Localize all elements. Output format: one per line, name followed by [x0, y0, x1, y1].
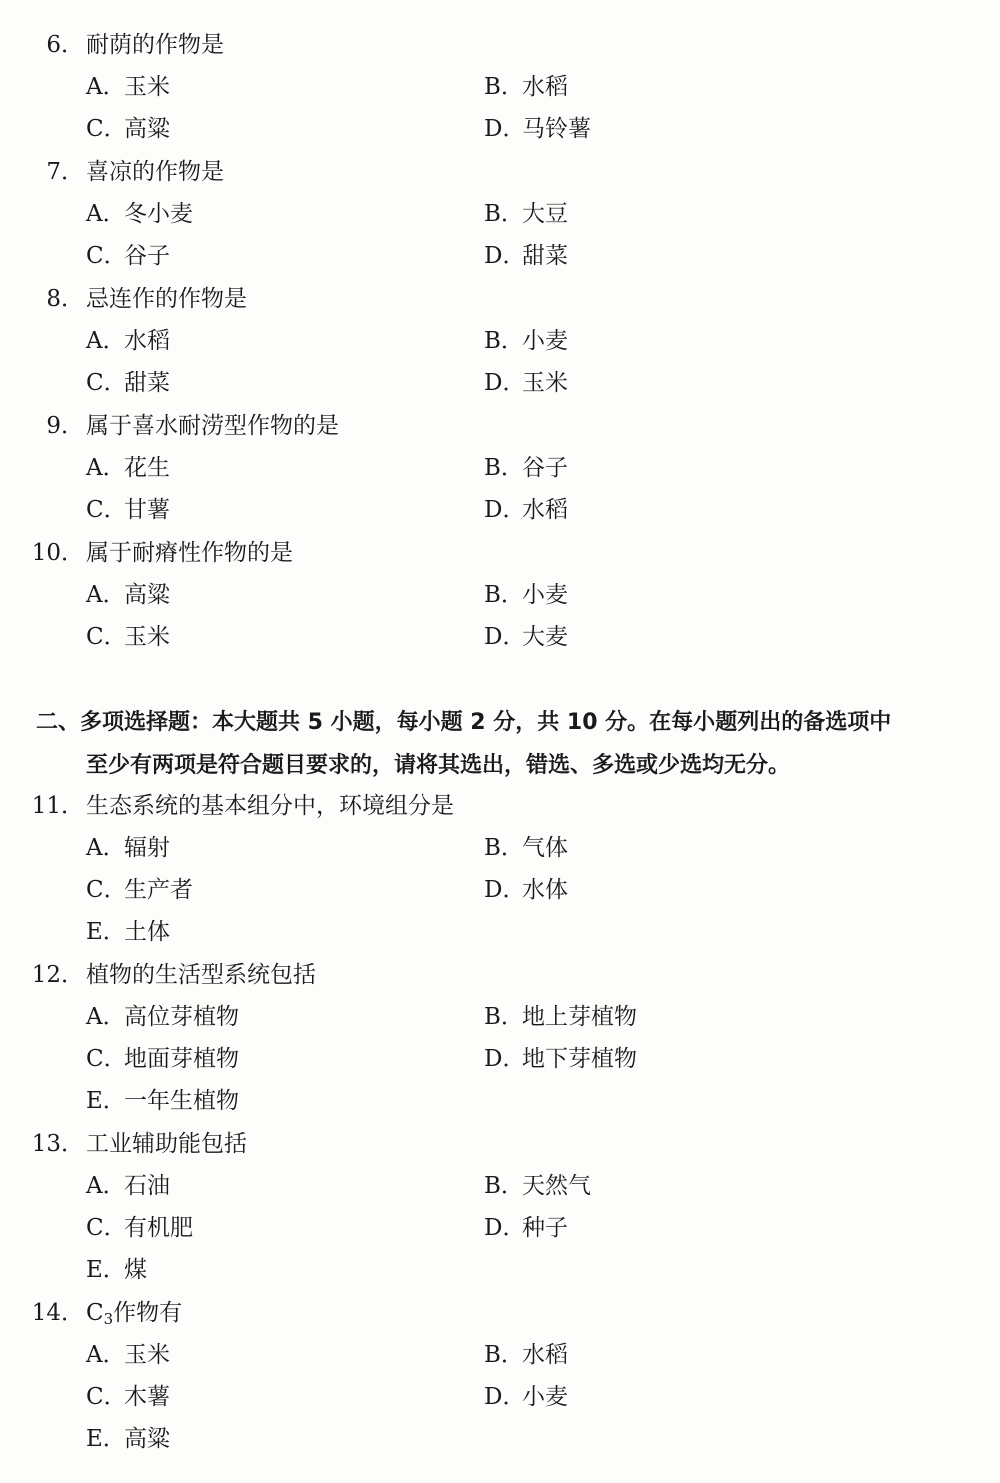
option-letter: B．: [484, 1004, 524, 1030]
option-c: [86, 869, 193, 911]
option-letter: A．: [86, 201, 126, 227]
option-letter: C．: [86, 1384, 127, 1410]
option-text: 小麦: [522, 328, 568, 354]
option-c: [86, 1207, 193, 1249]
option-text: 高粱: [124, 582, 170, 608]
question-13-stem: [0, 1123, 1000, 1165]
option-letter: C．: [86, 624, 127, 650]
option-e: [86, 1249, 147, 1291]
question-text: 植物的生活型系统包括: [86, 962, 316, 988]
question-10-stem: [0, 532, 1000, 574]
option-letter: A．: [86, 1342, 126, 1368]
question-11-stem: [0, 785, 1000, 827]
option-letter: B．: [484, 328, 524, 354]
option-letter: D．: [484, 1046, 526, 1072]
question-9-stem: [0, 405, 1000, 447]
option-text: 地面芽植物: [124, 1046, 239, 1072]
option-text: 高粱: [124, 1426, 170, 1452]
option-letter: B．: [484, 1173, 524, 1199]
question-text: 工业辅助能包括: [86, 1131, 247, 1157]
option-text: 气体: [522, 835, 568, 861]
option-letter: E．: [86, 919, 126, 945]
question-number: 13．: [31, 1131, 84, 1157]
option-b: [484, 1165, 591, 1207]
option-letter: D．: [484, 1215, 526, 1241]
option-letter: A．: [86, 1004, 126, 1030]
question-text: 属于喜水耐涝型作物的是: [86, 413, 339, 439]
option-a: [86, 1165, 170, 1207]
option-text: 石油: [124, 1173, 170, 1199]
option-text: 谷子: [124, 243, 170, 269]
option-letter: D．: [484, 1384, 526, 1410]
question-number: 12．: [31, 962, 84, 988]
option-letter: C．: [86, 243, 127, 269]
option-letter: A．: [86, 455, 126, 481]
option-text: 玉米: [124, 1342, 170, 1368]
option-letter: C．: [86, 1046, 127, 1072]
option-text: 生产者: [124, 877, 193, 903]
option-c: [86, 362, 170, 404]
option-c: [86, 489, 170, 531]
option-e: [86, 1080, 239, 1122]
option-text: 天然气: [522, 1173, 591, 1199]
option-text: 地下芽植物: [522, 1046, 637, 1072]
option-letter: A．: [86, 835, 126, 861]
option-text: 大豆: [522, 201, 568, 227]
question-number: 7．: [46, 159, 84, 185]
question-number: 14．: [31, 1300, 84, 1326]
option-text: 煤: [124, 1257, 147, 1283]
option-d: [484, 1038, 637, 1080]
option-e: [86, 1418, 170, 1460]
section-instructions-line1: 二、多项选择题：本大题共 5 小题，每小题 2 分，共 10 分。在每小题列出的备选项中: [36, 710, 892, 735]
option-a: [86, 574, 170, 616]
question-text: 耐荫的作物是: [86, 32, 224, 58]
option-text: 有机肥: [124, 1215, 193, 1241]
option-c: [86, 1376, 170, 1418]
question-text: 喜凉的作物是: [86, 159, 224, 185]
option-b: [484, 1334, 568, 1376]
option-d: [484, 108, 591, 150]
option-text: 谷子: [522, 455, 568, 481]
option-a: [86, 320, 170, 362]
option-text: 地上芽植物: [522, 1004, 637, 1030]
option-letter: A．: [86, 1173, 126, 1199]
c3-label: C: [86, 1300, 104, 1326]
option-b: [484, 66, 568, 108]
option-text: 马铃薯: [522, 116, 591, 142]
option-text: 花生: [124, 455, 170, 481]
option-a: [86, 66, 170, 108]
c3-subscript: 3: [103, 1310, 114, 1328]
option-b: [484, 320, 568, 362]
option-text: 玉米: [124, 74, 170, 100]
option-letter: B．: [484, 582, 524, 608]
question-number: 6．: [46, 32, 84, 58]
option-text: 木薯: [124, 1384, 170, 1410]
option-letter: B．: [484, 201, 524, 227]
option-c: [86, 1038, 239, 1080]
option-letter: D．: [484, 877, 526, 903]
question-number: 10．: [31, 540, 84, 566]
option-text: 大麦: [522, 624, 568, 650]
option-text: 种子: [522, 1215, 568, 1241]
option-a: [86, 1334, 170, 1376]
option-letter: B．: [484, 1342, 524, 1368]
option-b: [484, 996, 637, 1038]
question-6-stem: [0, 24, 1000, 66]
option-d: [484, 1376, 568, 1418]
option-b: [484, 193, 568, 235]
option-text: 玉米: [124, 624, 170, 650]
option-text: 高位芽植物: [124, 1004, 239, 1030]
option-letter: D．: [484, 243, 526, 269]
option-text: 小麦: [522, 1384, 568, 1410]
section-heading-multiple-choice: [0, 701, 1000, 787]
question-7-stem: [0, 151, 1000, 193]
question-14-stem: [0, 1292, 1000, 1334]
question-number: 8．: [46, 286, 84, 312]
option-letter: C．: [86, 1215, 127, 1241]
section-instructions-line2: 至少有两项是符合题目要求的，请将其选出，错选、多选或少选均无分。: [86, 753, 791, 778]
option-letter: E．: [86, 1426, 126, 1452]
question-text: 忌连作的作物是: [86, 286, 247, 312]
option-text: 玉米: [522, 370, 568, 396]
question-number: 11．: [31, 793, 84, 819]
option-a: [86, 827, 170, 869]
option-letter: E．: [86, 1088, 126, 1114]
option-text: 水稻: [124, 328, 170, 354]
option-text: 高粱: [124, 116, 170, 142]
option-letter: B．: [484, 455, 524, 481]
option-c: [86, 108, 170, 150]
option-letter: A．: [86, 74, 126, 100]
option-text: 甜菜: [124, 370, 170, 396]
option-letter: D．: [484, 116, 526, 142]
option-letter: D．: [484, 624, 526, 650]
option-b: [484, 827, 568, 869]
option-a: [86, 193, 193, 235]
option-text: 甜菜: [522, 243, 568, 269]
option-text: 水体: [522, 877, 568, 903]
option-letter: D．: [484, 370, 526, 396]
option-c: [86, 235, 170, 277]
option-text: 一年生植物: [124, 1088, 239, 1114]
option-d: [484, 1207, 568, 1249]
question-text: 属于耐瘠性作物的是: [86, 540, 293, 566]
option-a: [86, 447, 170, 489]
option-e: [86, 911, 170, 953]
question-text: [86, 1292, 182, 1334]
option-letter: C．: [86, 370, 127, 396]
option-letter: C．: [86, 497, 127, 523]
option-text: 水稻: [522, 497, 568, 523]
option-text: 冬小麦: [124, 201, 193, 227]
option-letter: A．: [86, 582, 126, 608]
option-d: [484, 616, 568, 658]
option-b: [484, 447, 568, 489]
question-text-rest: 作物有: [113, 1300, 183, 1326]
option-d: [484, 869, 568, 911]
option-letter: B．: [484, 74, 524, 100]
option-a: [86, 996, 239, 1038]
option-text: 水稻: [522, 74, 568, 100]
option-c: [86, 616, 170, 658]
question-number: 9．: [46, 413, 84, 439]
option-text: 甘薯: [124, 497, 170, 523]
option-d: [484, 235, 568, 277]
question-8-stem: [0, 278, 1000, 320]
option-text: 辐射: [124, 835, 170, 861]
option-d: [484, 489, 568, 531]
option-letter: A．: [86, 328, 126, 354]
option-letter: B．: [484, 835, 524, 861]
question-text: 生态系统的基本组分中，环境组分是: [86, 793, 454, 819]
option-b: [484, 574, 568, 616]
question-12-stem: [0, 954, 1000, 996]
option-d: [484, 362, 568, 404]
option-letter: E．: [86, 1257, 126, 1283]
option-text: 土体: [124, 919, 170, 945]
option-text: 小麦: [522, 582, 568, 608]
option-letter: C．: [86, 116, 127, 142]
option-letter: D．: [484, 497, 526, 523]
option-text: 水稻: [522, 1342, 568, 1368]
option-letter: C．: [86, 877, 127, 903]
